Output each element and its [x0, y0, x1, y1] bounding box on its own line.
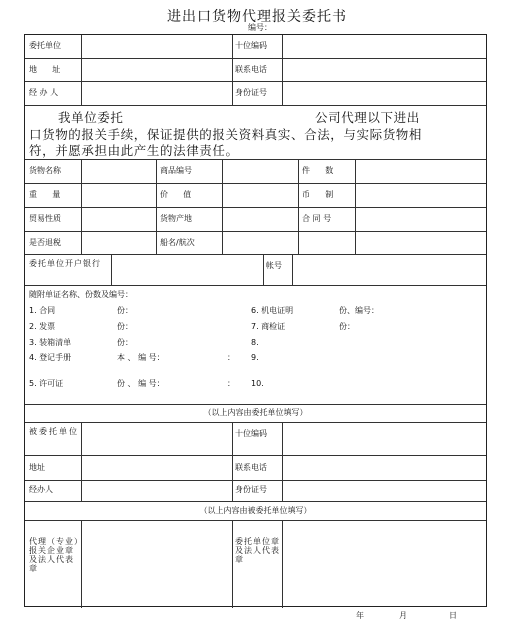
doc-registration-manual: 4. 登记手册 [29, 353, 72, 362]
client-fill-note: （以上内容由委托单位填写） [203, 408, 308, 417]
value-label: 价 值 [160, 190, 192, 199]
goods-name-label: 货物名称 [29, 166, 61, 175]
address-label: 地 址 [29, 65, 61, 74]
weight-label: 重 量 [29, 190, 61, 199]
agent-handler-label: 经办人 [29, 485, 53, 494]
doc-registration-manual-colon: ： [227, 353, 235, 362]
doc-packing-list-unit: 份： [117, 338, 133, 347]
doc-contract: 1. 合同 [29, 306, 56, 315]
client-seal-label: 委托单位章及法人代表章 [235, 537, 280, 564]
account-label: 帐号 [266, 261, 282, 270]
doc-invoice: 2. 发票 [29, 322, 56, 331]
pieces-label: 件 数 [302, 166, 334, 175]
doc-license-colon: ： [227, 379, 235, 388]
trade-nature-label: 贸易性质 [29, 214, 61, 223]
date-day-label: 日 [449, 611, 457, 620]
agent-seal-label: 代理（专业）报关企业章及法人代表章 [29, 537, 79, 573]
agent-fill-note: （以上内容由被委托单位填写） [199, 506, 312, 515]
vessel-voyage-label: 船名/航次 [160, 238, 195, 247]
ten-digit-code-label: 十位编码 [235, 41, 267, 50]
currency-label: 币 制 [302, 190, 334, 199]
doc-license: 5. 许可证 [29, 379, 64, 388]
declaration-line-3: 符，并愿承担由此产生的法律责任。 [29, 143, 239, 158]
declaration-line-1a: 我单位委托 [58, 110, 124, 125]
doc-inspection-cert: 7. 商检证 [251, 322, 286, 331]
delegation-form [24, 34, 487, 607]
attached-docs-heading: 随附单证名称、份数及编号： [29, 290, 133, 299]
doc-electromech-cert: 6. 机电证明 [251, 306, 294, 315]
bank-label: 委托单位开户银行 [29, 259, 101, 268]
doc-item-10: 10. [251, 379, 264, 388]
doc-contract-unit: 份： [117, 306, 133, 315]
doc-item-9: 9. [251, 353, 259, 362]
doc-invoice-unit: 份： [117, 322, 133, 331]
doc-inspection-cert-unit: 份： [339, 322, 355, 331]
serial-number-label: 编号： [248, 23, 272, 32]
doc-electromech-cert-unit: 份、编号： [339, 306, 379, 315]
doc-packing-list: 3. 装箱清单 [29, 338, 72, 347]
agent-phone-label: 联系电话 [235, 463, 267, 472]
contract-no-label: 合 同 号 [302, 214, 332, 223]
phone-label: 联系电话 [235, 65, 267, 74]
tax-refund-label: 是否退税 [29, 238, 61, 247]
agent-id-number-label: 身份证号 [235, 485, 267, 494]
commodity-code-label: 商品编号 [160, 166, 192, 175]
origin-label: 货物产地 [160, 214, 192, 223]
handler-label: 经 办 人 [29, 88, 59, 97]
doc-registration-manual-unit: 本 、 编 号： [117, 353, 165, 362]
doc-item-8: 8. [251, 338, 259, 347]
client-unit-label: 委托单位 [29, 41, 61, 50]
date-year-label: 年 [356, 611, 364, 620]
declaration-line-2: 口货物的报关手续，保证提供的报关资料真实、合法，与实际货物相 [29, 127, 423, 142]
declaration-line-1b: 公司代理以下进出 [315, 110, 420, 125]
agent-address-label: 地址 [29, 463, 45, 472]
id-number-label: 身份证号 [235, 88, 267, 97]
document-title: 进出口货物代理报关委托书 [167, 9, 347, 25]
agent-ten-digit-code-label: 十位编码 [235, 429, 267, 438]
agent-unit-label: 被委托单位 [29, 427, 79, 436]
date-month-label: 月 [399, 611, 407, 620]
doc-license-unit: 份 、 编 号： [117, 379, 165, 388]
